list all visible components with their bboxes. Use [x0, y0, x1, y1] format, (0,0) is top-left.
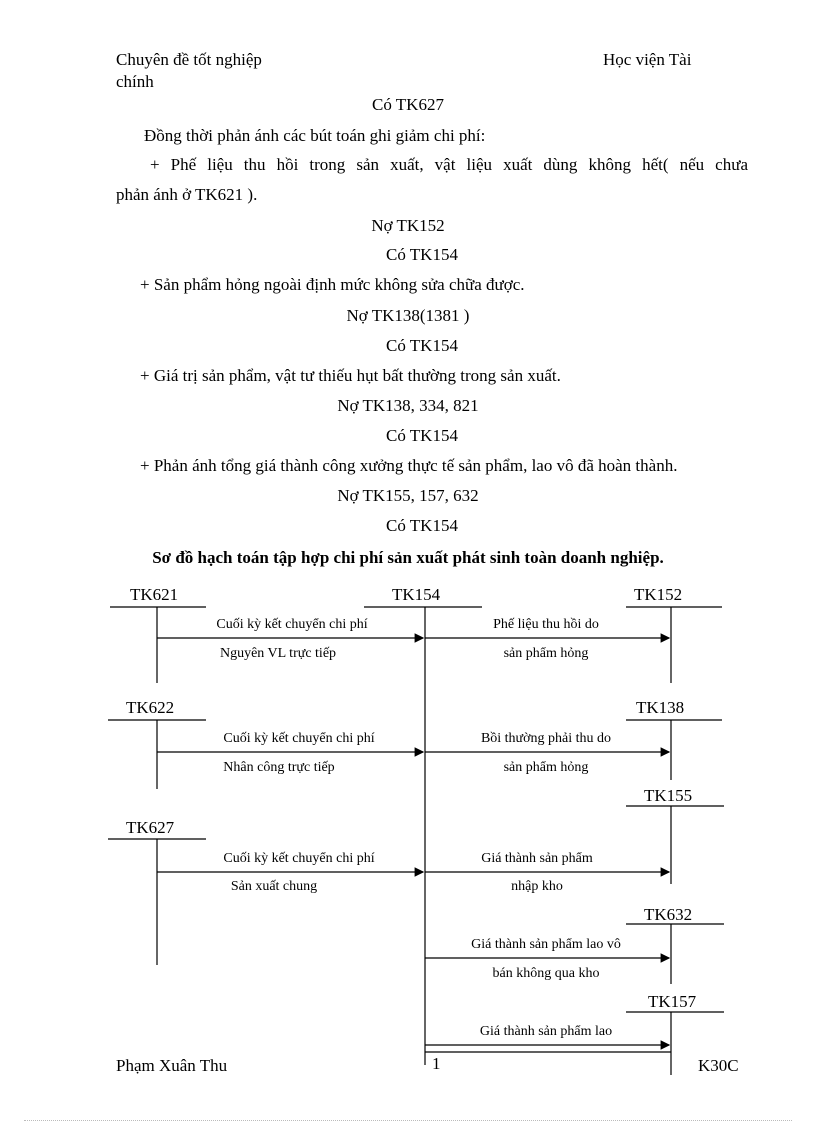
label-621-154-bottom: Nguyên VL trực tiếp [219, 646, 337, 661]
label-154-632-bottom: bán không qua kho [492, 966, 600, 981]
account-tk138: TK138 [636, 698, 685, 717]
account-tk157: TK157 [648, 992, 697, 1011]
label-154-155-bottom: nhập kho [511, 879, 563, 894]
account-tk632: TK632 [644, 905, 693, 924]
paragraph-cost-total: + Phản ánh tổng giá thành công xưởng thực tế sản phẩm, lao vô đã hoàn thành. [140, 456, 678, 475]
entry-credit-tk627: Có TK627 [372, 95, 444, 114]
label-154-138-bottom: sản phẩm hỏng [503, 760, 589, 775]
entry-credit-tk154: Có TK154 [386, 516, 458, 535]
label-622-154-top: Cuối kỳ kết chuyển chi phí [223, 731, 375, 746]
page-bottom-divider [24, 1120, 792, 1121]
entry-credit-tk154: Có TK154 [386, 336, 458, 355]
label-154-138-top: Bồi thường phải thu do [480, 731, 612, 746]
footer-class: K30C [698, 1056, 739, 1075]
paragraph-reduction-intro: Đồng thời phản ánh các bút toán ghi giảm chi phí: [144, 126, 486, 145]
label-154-152-bottom: sản phẩm hỏng [503, 646, 589, 661]
account-tk154: TK154 [392, 585, 441, 604]
page-number: 1 [432, 1054, 441, 1073]
label-621-154-top: Cuối kỳ kết chuyển chi phí [216, 617, 368, 632]
entry-debit-tk152: Nợ TK152 [371, 216, 445, 235]
entry-debit-tk155-157-632: Nợ TK155, 157, 632 [337, 486, 479, 505]
footer-author: Phạm Xuân Thu [116, 1056, 228, 1075]
paragraph-scrap-line1: + Phế liệu thu hồi trong sản xuất, vật liệu xuất dùng không hết( nếu chưa [150, 155, 748, 174]
header-left-continuation: chính [116, 72, 154, 91]
paragraph-defect: + Sản phẩm hỏng ngoài định mức không sửa chữa được. [140, 275, 525, 294]
label-622-154-bottom: Nhân công trực tiếp [223, 760, 335, 775]
account-tk627: TK627 [126, 818, 175, 837]
account-tk621: TK621 [130, 585, 179, 604]
label-154-152-top: Phế liệu thu hồi do [493, 617, 599, 632]
paragraph-shortage: + Giá trị sản phẩm, vật tư thiếu hụt bất thường trong sản xuất. [140, 366, 561, 385]
header-right: Học viện Tài [603, 50, 692, 69]
diagram-title: Sơ đồ hạch toán tập hợp chi phí sản xuất phát sinh toàn doanh nghiệp. [152, 548, 664, 567]
account-tk155: TK155 [644, 786, 693, 805]
entry-credit-tk154: Có TK154 [386, 426, 458, 445]
label-154-157-top: Giá thành sản phẩm lao [479, 1024, 613, 1039]
label-154-632-top: Giá thành sản phẩm lao vô [471, 937, 621, 952]
entry-credit-tk154: Có TK154 [386, 245, 458, 264]
label-627-154-bottom: Sản xuất chung [230, 879, 318, 894]
label-154-155-top: Giá thành sản phẩm [481, 851, 593, 866]
label-627-154-top: Cuối kỳ kết chuyển chi phí [223, 851, 375, 866]
entry-debit-tk138-334-821: Nợ TK138, 334, 821 [337, 396, 479, 415]
account-tk152: TK152 [634, 585, 683, 604]
entry-debit-tk138-1381: Nợ TK138(1381 ) [346, 306, 470, 325]
paragraph-scrap-line2: phản ánh ở TK621 ). [116, 185, 258, 204]
account-tk622: TK622 [126, 698, 175, 717]
header-left: Chuyên đề tốt nghiệp [116, 50, 262, 69]
